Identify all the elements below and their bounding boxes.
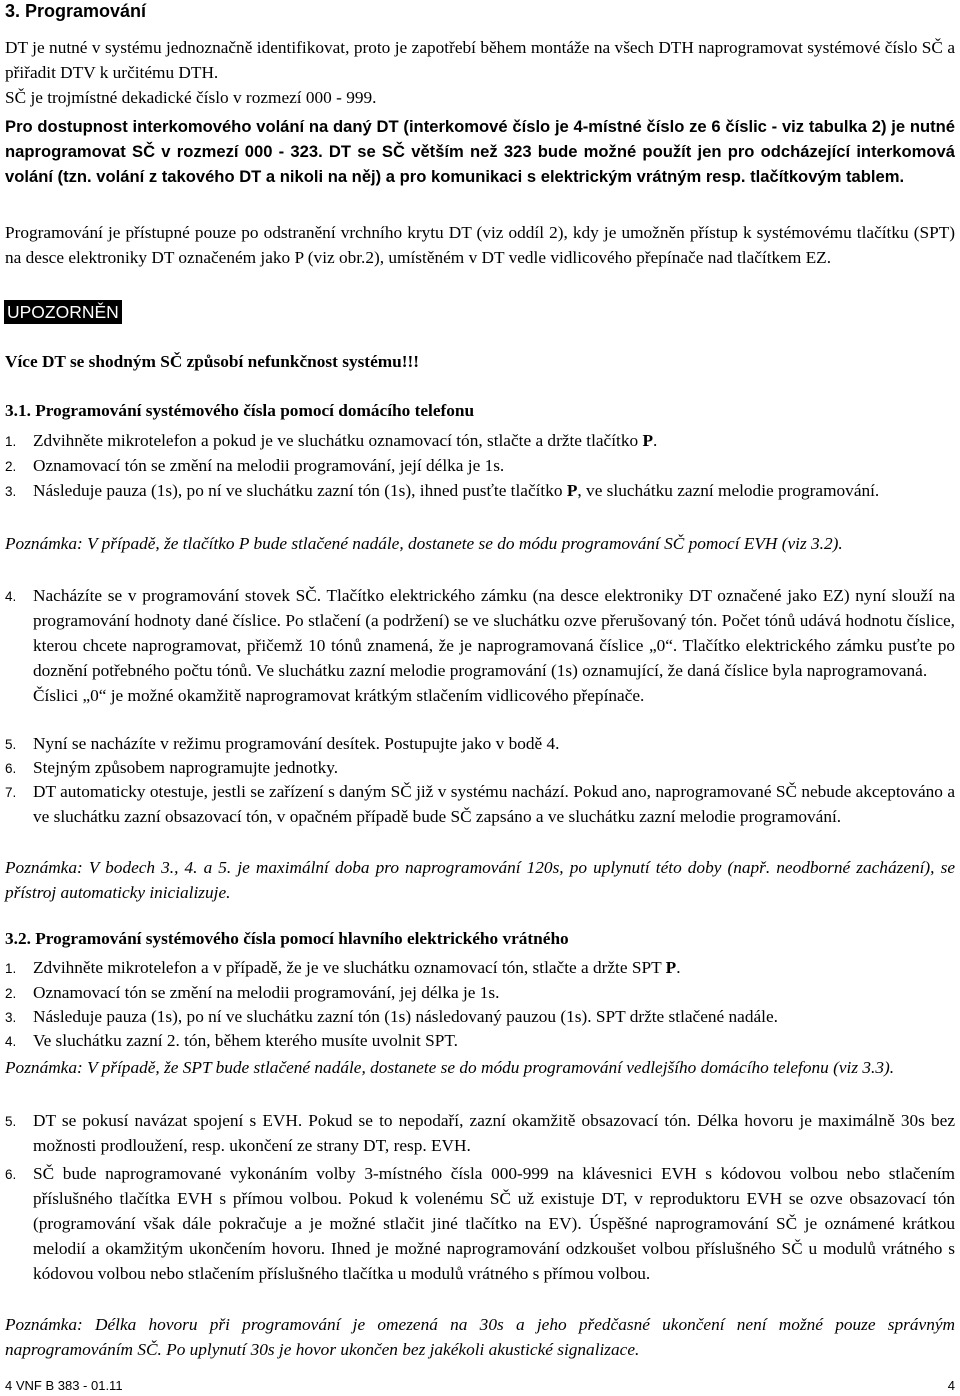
list-number: 6.	[5, 1167, 17, 1182]
list-text: DT automaticky otestuje, jestli se zařízení s daným SČ již v systému nachází. Pokud ano, naprogramované SČ nebude akceptováno a ve sluchátku zazní obsazovací tón, v opačném případě bude SČ zapsáno a ve sluchátku zazní melodie programování.	[33, 782, 955, 826]
list-text: Oznamovací tón se změní na melodii programování, její délka je 1s.	[33, 456, 505, 475]
list-item	[5, 1108, 955, 1158]
subsection-3-2-heading: 3.2. Programování systémového čísla pomocí hlavního elektrického vrátného	[5, 929, 569, 948]
list-item	[5, 955, 955, 980]
list-text-bold: P	[642, 431, 653, 450]
list-item	[5, 583, 955, 708]
list-number: 6.	[5, 761, 17, 776]
list-item	[5, 453, 955, 478]
intercom-paragraph: Pro dostupnost interkomového volání na daný DT (interkomové číslo je 4-místné číslo ze 6 číslic - viz tabulka 2) je nutné naprogramovat SČ v rozmezí 000 - 323. DT se SČ větším než 323 bude možné použít jen pro odcházející interkomová volání (tzn. volání z takového DT a nikoli na něj) a pro komunikaci s elektrickým vrátným resp. tlačítkovým tablem.	[5, 117, 955, 186]
list-item	[5, 731, 955, 756]
warning-badge: UPOZORNĚN	[4, 300, 122, 324]
list-text: Stejným způsobem naprogramujte jednotky.	[33, 758, 339, 777]
list-text-end: , ve sluchátku zazní melodie programování.	[577, 481, 880, 500]
footer-doc-id: 4 VNF B 383 - 01.11	[5, 1378, 123, 1393]
list-text: Ve sluchátku zazní 2. tón, během kterého musíte uvolnit SPT.	[33, 1031, 458, 1050]
note: Poznámka: V případě, že tlačítko P bude stlačené nadále, dostanete se do módu programování SČ pomocí EVH (viz 3.2).	[5, 534, 843, 553]
access-paragraph: Programování je přístupné pouze po odstranění vrchního krytu DT (viz oddíl 2), kdy je umožněn přístup k systémovému tlačítku (SPT) na desce elektroniky DT označeném jako P (viz obr.2), umístěném v DT vedle vidlicového přepínače nad tlačítkem EZ.	[5, 223, 955, 267]
list-text-continued: Číslici „0“ je možné okamžitě naprogramovat krátkým stlačením vidlicového přepínače.	[33, 686, 645, 705]
list-item	[5, 1161, 955, 1286]
list-item	[5, 980, 955, 1005]
list-text: Nyní se nacházíte v režimu programování desítek. Postupujte jako v bodě 4.	[33, 734, 560, 753]
list-text: Oznamovací tón se změní na melodii programování, jej délka je 1s.	[33, 983, 500, 1002]
subsection-3-1-heading: 3.1. Programování systémového čísla pomocí domácího telefonu	[5, 401, 475, 420]
note: Poznámka: V bodech 3., 4. a 5. je maximální doba pro naprogramování 120s, po uplynutí této doby (např. neodborné zacházení), se přístroj automaticky inicializuje.	[5, 858, 955, 902]
note: Poznámka: V případě, že SPT bude stlačené nadále, dostanete se do módu programování vedlejšího domácího telefonu (viz 3.3).	[5, 1058, 895, 1077]
list-text: Zdvihněte mikrotelefon a v případě, že je ve sluchátku oznamovací tón, stlačte a držte SPT	[33, 958, 666, 977]
list-number: 2.	[5, 459, 17, 474]
list-item	[5, 478, 955, 503]
list-number: 1.	[5, 961, 17, 976]
intro-paragraph: DT je nutné v systému jednoznačně identifikovat, proto je zapotřebí během montáže na všech DTH naprogramovat systémové číslo SČ a přiřadit DTV k určitému DTH.	[5, 38, 955, 82]
list-text: Následuje pauza (1s), po ní ve sluchátku zazní tón (1s) následovaný pauzou (1s). SPT držte stlačené nadále.	[33, 1007, 778, 1026]
list-text-bold: P	[665, 958, 677, 977]
list-text: Zdvihněte mikrotelefon a pokud je ve sluchátku oznamovací tón, stlačte a držte tlačítko	[33, 431, 643, 450]
list-number: 4.	[5, 589, 17, 604]
list-number: 5.	[5, 737, 17, 752]
list-number: 2.	[5, 986, 17, 1001]
list-text: SČ bude naprogramované vykonáním volby 3-místného čísla 000-999 na klávesnici EVH s kódovou volbou nebo stlačením příslušného tlačítka EVH s přímou volbou. Pokud k volenému SČ už existuje DT, v reproduktoru EVH se ozve obsazovací tón (programování však dále pokračuje a je možné stlačit jiné tlačítko na EV). Úspěšné naprogramování SČ je oznámené krátkou melodií a okamžitým ukončením hovoru. Ihned je možné naprogramování odzkoušet volbou příslušného SČ u modulů vrátného s kódovou volbou nebo stlačením příslušného tlačítka u modulů vrátného s přímou volbou.	[33, 1164, 955, 1283]
list-number: 4.	[5, 1034, 17, 1049]
list-text: Nacházíte se v programování stovek SČ. Tlačítko elektrického zámku (na desce elektroniky DT označené jako EZ) nyní slouží na programování hodnoty dané číslice. Po stlačení (a podržení) se ve sluchátku ozve přerušovaný tón. Počet tónů udává hodnotu číslice, kterou chcete naprogramovat, přičemž 10 tónů znamená, že je naprogramovaná číslice „0“. Tlačítko elektrického zámku pusťte po doznění potřebného počtu tónů. Ve sluchátku zazní melodie programování (1s) oznamující, že daná číslice byla naprogramovaná.	[33, 586, 955, 680]
list-item	[5, 779, 955, 829]
list-item	[5, 428, 955, 453]
list-item	[5, 755, 955, 780]
list-number: 3.	[5, 1010, 17, 1025]
list-item	[5, 1028, 955, 1053]
list-number: 3.	[5, 484, 17, 499]
list-text-end: .	[653, 431, 658, 450]
page-number: 4	[947, 1378, 955, 1393]
list-item	[5, 1004, 955, 1029]
section-heading: 3. Programování	[5, 1, 147, 21]
list-text: DT se pokusí navázat spojení s EVH. Pokud se to nepodaří, zazní okamžitě obsazovací tón. Délka hovoru je maximálně 30s bez možnosti prodloužení, resp. ukončení ze strany DT, resp. EVH.	[33, 1111, 955, 1155]
list-number: 7.	[5, 785, 17, 800]
list-number: 1.	[5, 434, 17, 449]
list-number: 5.	[5, 1114, 17, 1129]
intro-range-line: SČ je trojmístné dekadické číslo v rozmezí 000 - 999.	[5, 88, 377, 107]
list-text: Následuje pauza (1s), po ní ve sluchátku zazní tón (1s), ihned pusťte tlačítko	[33, 481, 567, 500]
warning-text: Více DT se shodným SČ způsobí nefunkčnost systému!!!	[5, 352, 420, 371]
list-text-bold: P	[566, 481, 578, 500]
list-text-end: .	[676, 958, 681, 977]
note: Poznámka: Délka hovoru při programování je omezená na 30s a jeho předčasné ukončení není možné pouze správným naprogramováním SČ. Po uplynutí 30s je hovor ukončen bez jakékoli akustické signalizace.	[5, 1315, 955, 1359]
